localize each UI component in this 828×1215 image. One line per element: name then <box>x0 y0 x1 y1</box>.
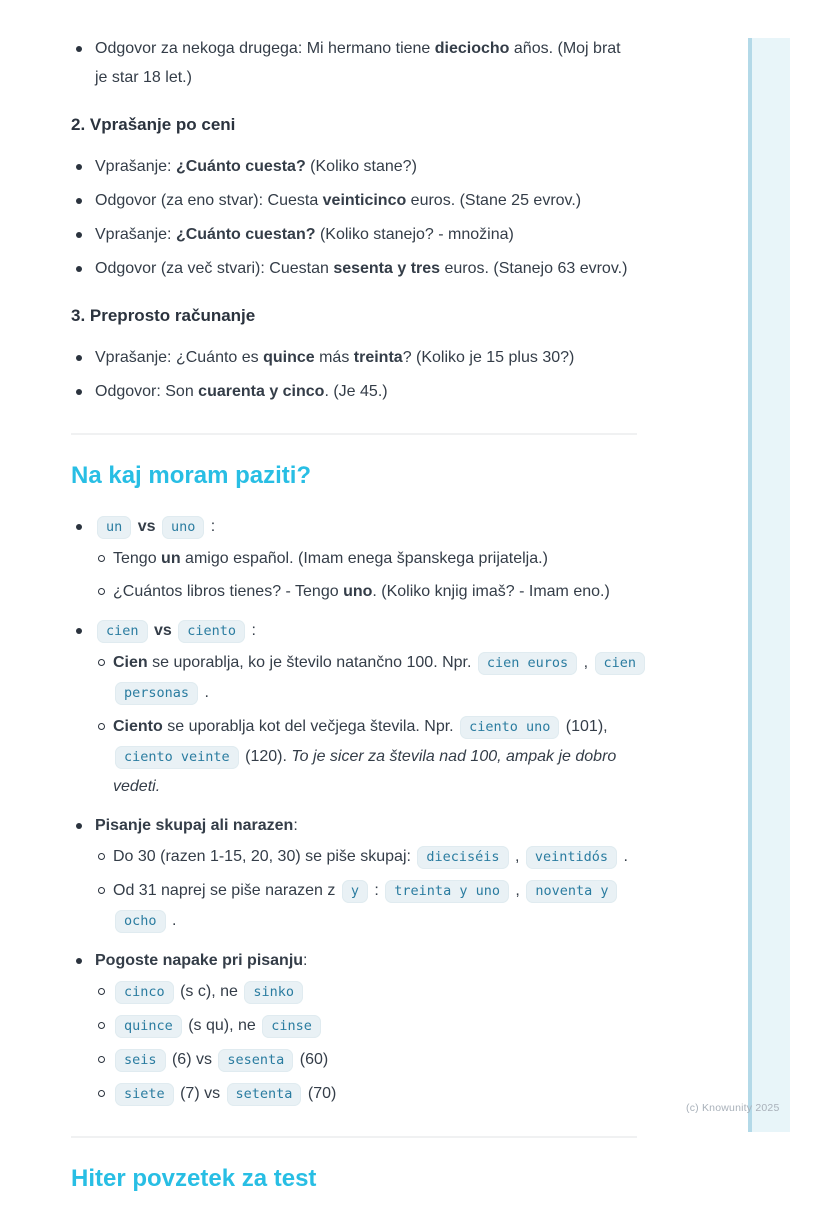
text-segment: Odgovor: Son <box>95 383 199 400</box>
text-segment: años. (Moj brat je star 18 let.) <box>95 40 621 86</box>
section-heading: Hiter povzetek za test <box>71 1165 317 1192</box>
list-item <box>71 343 637 372</box>
text-segment: Vprašanje: <box>95 158 176 175</box>
bullet-list <box>71 34 637 92</box>
text-segment: , <box>579 654 593 671</box>
scrollbar[interactable] <box>748 38 790 1132</box>
bold-text: quince <box>263 349 315 366</box>
list-item <box>71 34 637 92</box>
text-segment: Odgovor za nekoga drugega: Mi hermano tiene <box>95 40 435 57</box>
inline-code-chip: sinko <box>244 981 303 1004</box>
inline-code-chip: sesenta <box>218 1049 293 1072</box>
divider <box>71 433 637 435</box>
list-item <box>95 842 637 872</box>
list-item-text <box>113 577 637 606</box>
text-segment: : <box>369 882 384 899</box>
inline-code-chip: uno <box>162 516 204 539</box>
text-segment: (101), <box>561 718 608 735</box>
list-item-text <box>95 512 637 542</box>
text-segment: . (Je 45.) <box>324 383 388 400</box>
text-segment: . (Koliko knjig imaš? - Imam eno.) <box>372 583 610 600</box>
inline-code-chip: cien personas <box>115 652 645 705</box>
watermark: (c) Knowunity 2025 <box>686 1102 780 1114</box>
list-item <box>71 946 637 1109</box>
list-item-text <box>113 712 637 801</box>
list-item-text <box>95 186 637 215</box>
list-item <box>71 186 637 215</box>
list-item-text <box>95 377 637 406</box>
text-segment: (s qu), ne <box>183 1017 261 1034</box>
text-segment: : <box>293 817 298 834</box>
bullet-list <box>71 512 637 1109</box>
inline-code-chip: y <box>342 880 368 903</box>
list-item-text <box>95 220 637 249</box>
text-segment: Od 31 naprej se piše narazen z <box>113 882 340 899</box>
list-item-text <box>95 34 637 92</box>
inline-code-chip: dieciséis <box>417 846 508 869</box>
text-segment: : <box>206 518 216 535</box>
inline-code-chip: ciento veinte <box>115 746 239 769</box>
list-item-text <box>95 254 637 283</box>
bullet-list <box>95 842 637 936</box>
bold-text: Pogoste napake pri pisanju <box>95 952 304 969</box>
inline-code-chip: setenta <box>227 1083 302 1106</box>
inline-code-chip: cien <box>97 620 148 643</box>
bold-text: ¿Cuánto cuesta? <box>175 158 306 175</box>
list-item-text <box>95 343 637 372</box>
section-heading: Na kaj moram paziti? <box>71 462 312 489</box>
bold-text: sesenta y tres <box>333 260 441 277</box>
text-segment: , <box>510 848 524 865</box>
bullet-list <box>95 977 637 1109</box>
inline-code-chip: cien euros <box>478 652 577 675</box>
list-item <box>95 1011 637 1041</box>
inline-code-chip: cinse <box>262 1015 321 1038</box>
bold-text: vs <box>153 622 172 639</box>
list-item-text <box>113 648 637 708</box>
text-segment: se uporablja, ko je število natančno 100. Npr. <box>147 654 476 671</box>
list-item-text <box>113 1045 637 1075</box>
inline-code-chip: siete <box>115 1083 174 1106</box>
list-item-text <box>113 1079 637 1109</box>
bold-text: veinticinco <box>322 192 407 209</box>
list-item-text <box>95 152 637 181</box>
text-segment: Do 30 (razen 1-15, 20, 30) se piše skupaj: <box>113 848 416 865</box>
section-heading: 2. Vprašanje po ceni <box>71 115 236 134</box>
section-heading: 3. Preprosto računanje <box>71 306 256 325</box>
list-item-text <box>113 977 637 1007</box>
text-segment: ? (Koliko je 15 plus 30?) <box>402 349 575 366</box>
text-segment: Odgovor (za eno stvar): Cuesta <box>95 192 323 209</box>
inline-code-chip: un <box>97 516 131 539</box>
inline-code-chip: treinta y uno <box>385 880 509 903</box>
list-item <box>95 977 637 1007</box>
bold-text: dieciocho <box>434 40 510 57</box>
inline-code-chip: veintidós <box>526 846 617 869</box>
text-segment: . <box>167 912 177 929</box>
inline-code-chip: ciento uno <box>460 716 559 739</box>
list-item <box>71 811 637 936</box>
bold-text: Cien <box>113 654 148 671</box>
list-item <box>95 577 637 606</box>
text-segment: (s c), ne <box>175 983 243 1000</box>
text-segment: (120). <box>240 748 292 765</box>
inline-code-chip: ciento <box>178 620 245 643</box>
list-item <box>71 512 637 606</box>
text-segment: . <box>619 848 628 865</box>
bullet-list <box>71 343 637 406</box>
list-item-text <box>95 946 637 975</box>
document-content <box>71 34 637 1215</box>
text-segment: Vprašanje: <box>95 226 176 243</box>
inline-code-chip: seis <box>115 1049 166 1072</box>
list-item <box>71 616 637 801</box>
bold-text: un <box>161 550 181 567</box>
text-segment: euros. (Stane 25 evrov.) <box>406 192 582 209</box>
text-segment: Vprašanje: ¿Cuánto es <box>95 349 264 366</box>
list-item <box>95 1045 637 1075</box>
list-item <box>71 254 637 283</box>
text-segment: más <box>314 349 354 366</box>
inline-code-chip: cinco <box>115 981 174 1004</box>
text-segment: (6) vs <box>167 1051 217 1068</box>
list-item <box>71 152 637 181</box>
text-segment: (7) vs <box>175 1085 225 1102</box>
text-segment: : <box>303 952 308 969</box>
italic-text: To je sicer za števila nad 100, ampak je dobro vedeti. <box>113 748 617 795</box>
list-item-text <box>113 1011 637 1041</box>
divider <box>71 1136 637 1138</box>
text-segment <box>172 622 176 639</box>
bullet-list <box>95 648 637 801</box>
text-segment: . <box>200 684 209 701</box>
bold-text: ¿Cuánto cuestan? <box>175 226 316 243</box>
list-item <box>95 876 637 936</box>
list-item <box>95 1079 637 1109</box>
text-segment: amigo español. (Imam enega španskega prijatelja.) <box>180 550 548 567</box>
list-item <box>95 712 637 801</box>
bold-text: cuarenta y cinco <box>198 383 325 400</box>
bold-text: Ciento <box>113 718 163 735</box>
text-segment: (Koliko stane?) <box>305 158 417 175</box>
text-segment <box>156 518 160 535</box>
bullet-list <box>71 152 637 283</box>
text-segment: (70) <box>303 1085 337 1102</box>
text-segment: euros. (Stanejo 63 evrov.) <box>440 260 628 277</box>
list-item-text <box>113 842 637 872</box>
bullet-list <box>95 544 637 606</box>
inline-code-chip: quince <box>115 1015 182 1038</box>
bold-text: treinta <box>353 349 403 366</box>
inline-code-chip: noventa y ocho <box>115 880 617 933</box>
bold-text: uno <box>343 583 373 600</box>
text-segment: se uporablja kot del večjega števila. Npr. <box>162 718 459 735</box>
list-item-text <box>95 616 637 646</box>
text-segment: : <box>247 622 256 639</box>
text-segment: Tengo <box>113 550 162 567</box>
list-item-text <box>95 811 637 840</box>
text-segment: (60) <box>295 1051 329 1068</box>
list-item <box>95 648 637 708</box>
bold-text: Pisanje skupaj ali narazen <box>95 817 294 834</box>
list-item <box>71 220 637 249</box>
list-item-text <box>113 876 637 936</box>
text-segment: (Koliko stanejo? - množina) <box>315 226 514 243</box>
list-item <box>95 544 637 573</box>
text-segment: Odgovor (za več stvari): Cuestan <box>95 260 334 277</box>
text-segment: , <box>510 882 525 899</box>
list-item-text <box>113 544 637 573</box>
text-segment: ¿Cuántos libros tienes? - Tengo <box>113 583 344 600</box>
list-item <box>71 377 637 406</box>
bold-text: vs <box>137 518 156 535</box>
